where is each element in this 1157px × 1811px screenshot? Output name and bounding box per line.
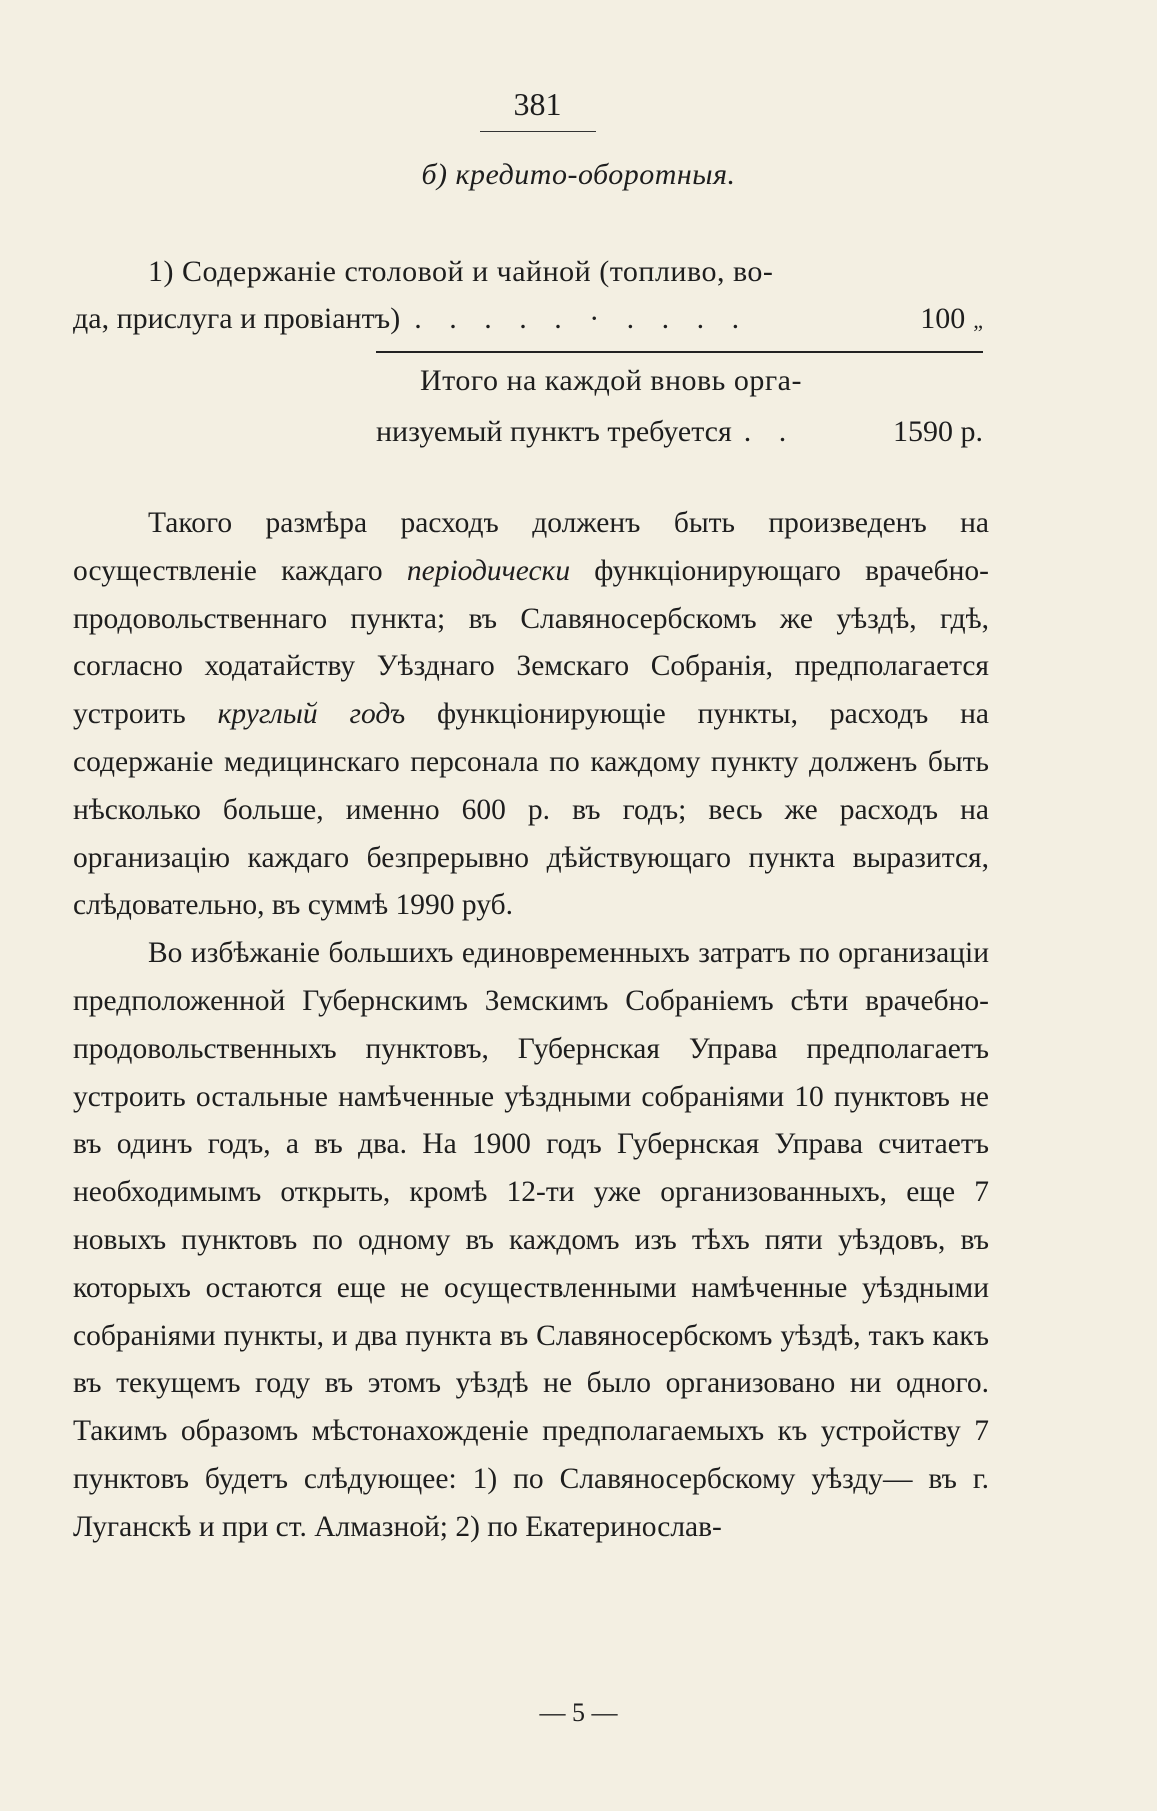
body-text: [73, 500, 989, 1552]
paragraph-1-part-3: функціонирующіе пункты, расходъ на содержаніе медицинскаго персонала по каждому пункту долженъ быть нѣсколько больше, именно 600 р. въ годъ; весь же расходъ на организацію каждаго безпрерывно дѣйствующаго пункта выразится, слѣдовательно, въ суммѣ 1990 руб.: [73, 698, 989, 922]
footer-signature-mark: — 5 —: [539, 1698, 618, 1727]
total-leader-dots: . .: [743, 415, 797, 448]
item-line-2: [73, 302, 983, 336]
item-amount: 100: [920, 302, 966, 335]
total-line-2-text: низуемый пунктъ требуется: [376, 415, 732, 448]
paragraph-1-part-2: функціонирующаго врачебно-продовольственнаго пункта; въ Славяносербскомъ же уѣздѣ, гдѣ, согласно ходатайству Уѣзднаго Земскаго Собранія, предполагается устроить: [73, 554, 989, 731]
item-unit: „: [973, 308, 983, 333]
paragraph-1-part-1: Такого размѣра расходъ долженъ быть произведенъ на осуществленіе каждаго: [73, 507, 989, 587]
total-line-1: Итого на каждой вновь орга-: [420, 364, 802, 397]
paragraph-1-emphasis-1: періодически: [406, 554, 571, 587]
item-line-1: 1) Содержаніе столовой и чайной (топливо, во-: [148, 255, 774, 288]
paragraph-1: [73, 500, 989, 930]
paragraph-2: Во избѣжаніе большихъ единовременныхъ затратъ по организаціи предположенной Губернскимъ Земскимъ Собраніемъ сѣти врачебно-продовольственныхъ пунктовъ, Губернская Управа предполагаетъ устроить остальные намѣченные уѣздными собраніями 10 пунктовъ не въ одинъ годъ, а въ два. На 1900 годъ Губернская Управа считаетъ необходимымъ открыть, кромѣ 12-ти уже организованныхъ, еще 7 новыхъ пунктовъ по одному въ каждомъ изъ тѣхъ пяти уѣздовъ, въ которыхъ остаются еще не осуществленными намѣченные уѣздными собраніями пункты, и два пункта въ Славяносербскомъ уѣздѣ, такъ какъ въ текущемъ году въ этомъ уѣздѣ не было организовано ни одного. Такимъ образомъ мѣстонахожденіе предполагаемыхъ къ устройству 7 пунктовъ будетъ слѣдующее: 1) по Славяносербскому уѣзду— въ г. Луганскѣ и при ст. Алмазной; 2) по Екатеринослав-: [73, 937, 989, 1543]
section-title: б) кредито-оборотныя.: [421, 158, 736, 191]
item-line-2-text: да, прислуга и провіантъ): [73, 302, 401, 335]
paragraph-1-emphasis-2: круглый годъ: [217, 698, 406, 731]
total-rule: [376, 351, 983, 353]
item-leader-dots: . . . . . · . . . .: [414, 302, 750, 335]
total-amount: 1590 р.: [893, 415, 983, 448]
total-line-2: [376, 415, 983, 449]
page-number: 381: [513, 86, 562, 122]
page-number-rule: [480, 131, 596, 132]
